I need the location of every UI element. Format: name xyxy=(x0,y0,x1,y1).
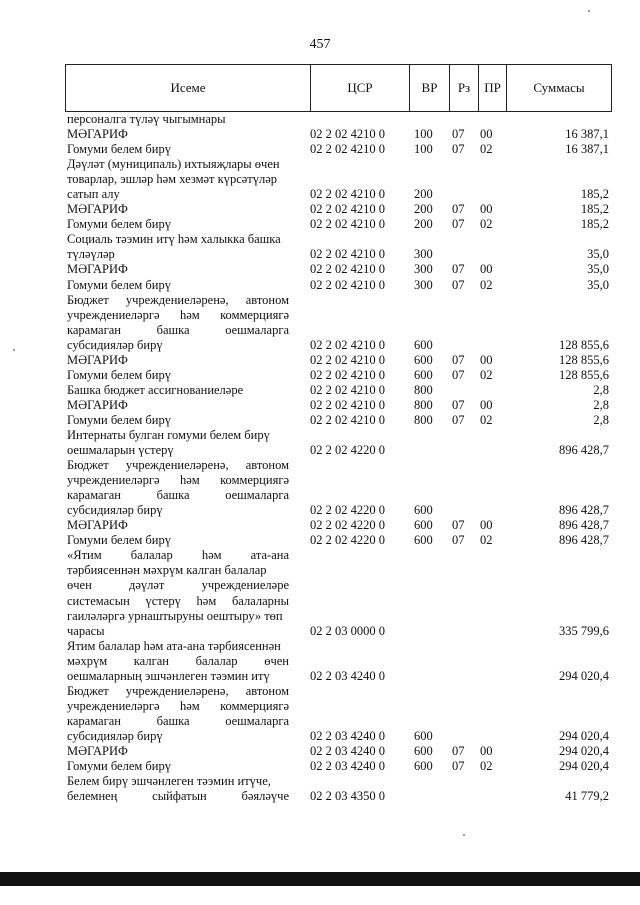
page-number: 457 xyxy=(309,37,331,52)
cell-name: Гомуми белем бирү xyxy=(67,412,171,427)
cell-name: Башка бюджет ассигнованиеләре xyxy=(67,382,244,397)
cell-name: Гомуми белем бирү xyxy=(67,277,171,292)
cell-name: сатып алу xyxy=(67,187,120,202)
cell-name: Бюджет учреждениеләренә, автоном xyxy=(67,458,289,473)
cell-name: мәхрүм калган балалар өчен xyxy=(67,653,289,668)
cell-rz: 07 xyxy=(452,743,465,758)
cell-vr: 600 xyxy=(414,743,433,758)
cell-vr: 800 xyxy=(414,412,433,427)
table-row xyxy=(0,172,640,187)
cell-csr: 02 2 02 4210 0 xyxy=(310,367,385,382)
cell-pr: 02 xyxy=(480,533,493,548)
table-row xyxy=(0,759,640,774)
table-row xyxy=(0,398,640,413)
cell-vr: 800 xyxy=(414,382,433,397)
table-row xyxy=(0,774,640,789)
cell-sum: 294 020,4 xyxy=(559,728,609,743)
cell-vr: 300 xyxy=(414,247,433,262)
cell-csr: 02 2 02 4210 0 xyxy=(310,247,385,262)
cell-name: Гомуми белем бирү xyxy=(67,367,171,382)
table-row xyxy=(0,563,640,578)
cell-name: субсидияләр бирү xyxy=(67,728,163,743)
table-row xyxy=(0,533,640,548)
cell-rz: 07 xyxy=(452,412,465,427)
cell-sum: 185,2 xyxy=(580,202,609,217)
cell-name: Ятим балалар һәм ата-ана тәрбиясеннән xyxy=(67,638,281,653)
cell-csr: 02 2 03 4350 0 xyxy=(310,789,385,804)
cell-sum: 2,8 xyxy=(593,382,609,397)
cell-name: МӘГАРИФ xyxy=(67,202,128,217)
cell-sum: 41 779,2 xyxy=(565,789,609,804)
table-row xyxy=(0,383,640,398)
cell-csr: 02 2 02 4210 0 xyxy=(310,277,385,292)
cell-name: «Ятим балалар һәм ата-ана xyxy=(67,548,289,563)
cell-name: Бюджет учреждениеләренә, автоном xyxy=(67,292,289,307)
header-rz: Рз xyxy=(449,65,478,111)
cell-csr: 02 2 02 4210 0 xyxy=(310,217,385,232)
cell-vr: 600 xyxy=(414,759,433,774)
cell-name: Интернаты булган гомуми белем бирү xyxy=(67,427,270,442)
table-row xyxy=(0,548,640,563)
table-row xyxy=(0,789,640,804)
scan-speck xyxy=(588,10,590,12)
cell-name: Белем бирү эшчәнлеген тәэмин итүче, xyxy=(67,774,271,789)
cell-rz: 07 xyxy=(452,518,465,533)
cell-csr: 02 2 02 4210 0 xyxy=(310,382,385,397)
table-row xyxy=(0,699,640,714)
cell-name: өчен дәүләт учреждениеләре xyxy=(67,578,289,593)
cell-vr: 600 xyxy=(414,518,433,533)
table-row xyxy=(0,112,640,127)
cell-vr: 300 xyxy=(414,262,433,277)
cell-rz: 07 xyxy=(452,759,465,774)
cell-sum: 35,0 xyxy=(587,277,609,292)
cell-vr: 200 xyxy=(414,217,433,232)
header-name: Исеме xyxy=(170,80,206,95)
table-row xyxy=(0,669,640,684)
cell-name: Гомуми белем бирү xyxy=(67,217,171,232)
cell-rz: 07 xyxy=(452,352,465,367)
cell-vr: 800 xyxy=(414,397,433,412)
cell-rz: 07 xyxy=(452,533,465,548)
cell-name: системасын үстерү һәм балаларны xyxy=(67,593,289,608)
cell-vr: 200 xyxy=(414,187,433,202)
cell-sum: 35,0 xyxy=(587,262,609,277)
cell-name: субсидияләр бирү xyxy=(67,503,163,518)
cell-sum: 294 020,4 xyxy=(559,743,609,758)
cell-csr: 02 2 03 4240 0 xyxy=(310,743,385,758)
cell-name: товарлар, эшләр һәм хезмәт күрсәтүләр xyxy=(67,172,278,187)
header-sum: Суммасы xyxy=(506,65,611,111)
cell-sum: 185,2 xyxy=(580,217,609,232)
cell-csr: 02 2 02 4210 0 xyxy=(310,412,385,427)
cell-rz: 07 xyxy=(452,277,465,292)
cell-csr: 02 2 02 4210 0 xyxy=(310,127,385,142)
cell-csr: 02 2 03 0000 0 xyxy=(310,623,385,638)
table-row xyxy=(0,262,640,277)
cell-sum: 335 799,6 xyxy=(559,623,609,638)
table-row xyxy=(0,202,640,217)
cell-pr: 02 xyxy=(480,277,493,292)
cell-rz: 07 xyxy=(452,397,465,412)
header-csr: ЦСР xyxy=(310,65,409,111)
cell-name: МӘГАРИФ xyxy=(67,262,128,277)
cell-sum: 128 855,6 xyxy=(559,352,609,367)
cell-name: учреждениеләргә һәм коммерциягә xyxy=(67,307,289,322)
table-row xyxy=(0,323,640,338)
cell-name: МӘГАРИФ xyxy=(67,127,128,142)
cell-rz: 07 xyxy=(452,217,465,232)
cell-pr: 00 xyxy=(480,262,493,277)
table-row xyxy=(0,308,640,323)
cell-name: карамаган башка оешмаларга xyxy=(67,488,289,503)
table-row xyxy=(0,488,640,503)
cell-csr: 02 2 02 4220 0 xyxy=(310,533,385,548)
cell-pr: 02 xyxy=(480,217,493,232)
cell-name: белемнең сыйфатын бәяләүче xyxy=(67,789,289,804)
table-row xyxy=(0,428,640,443)
table-row xyxy=(0,127,640,142)
cell-csr: 02 2 03 4240 0 xyxy=(310,728,385,743)
cell-pr: 00 xyxy=(480,202,493,217)
cell-name: МӘГАРИФ xyxy=(67,352,128,367)
cell-name: карамаган башка оешмаларга xyxy=(67,713,289,728)
cell-sum: 16 387,1 xyxy=(565,142,609,157)
cell-sum: 2,8 xyxy=(593,412,609,427)
cell-name: Гомуми белем бирү xyxy=(67,533,171,548)
cell-vr: 600 xyxy=(414,533,433,548)
cell-csr: 02 2 02 4210 0 xyxy=(310,262,385,277)
table-row xyxy=(0,353,640,368)
table-row xyxy=(0,744,640,759)
cell-csr: 02 2 02 4210 0 xyxy=(310,352,385,367)
cell-name: МӘГАРИФ xyxy=(67,518,128,533)
cell-name: МӘГАРИФ xyxy=(67,743,128,758)
cell-pr: 02 xyxy=(480,367,493,382)
cell-name: чарасы xyxy=(67,623,105,638)
cell-pr: 00 xyxy=(480,397,493,412)
table-row xyxy=(0,654,640,669)
cell-sum: 128 855,6 xyxy=(559,337,609,352)
table-row xyxy=(0,473,640,488)
cell-vr: 600 xyxy=(414,367,433,382)
table-row xyxy=(0,247,640,262)
cell-pr: 00 xyxy=(480,352,493,367)
cell-vr: 200 xyxy=(414,202,433,217)
cell-vr: 600 xyxy=(414,728,433,743)
scan-speck xyxy=(13,349,15,351)
cell-csr: 02 2 02 4220 0 xyxy=(310,443,385,458)
cell-name: Гомуми белем бирү xyxy=(67,142,171,157)
cell-csr: 02 2 02 4210 0 xyxy=(310,337,385,352)
cell-csr: 02 2 03 4240 0 xyxy=(310,759,385,774)
cell-name: МӘГАРИФ xyxy=(67,397,128,412)
table-row xyxy=(0,413,640,428)
table-row xyxy=(0,714,640,729)
cell-sum: 294 020,4 xyxy=(559,759,609,774)
table-row xyxy=(0,217,640,232)
cell-name: түләүләр xyxy=(67,247,115,262)
header-vr: ВР xyxy=(409,65,449,111)
cell-csr: 02 2 02 4220 0 xyxy=(310,518,385,533)
cell-csr: 02 2 02 4210 0 xyxy=(310,187,385,202)
cell-csr: 02 2 02 4210 0 xyxy=(310,202,385,217)
table-row xyxy=(0,293,640,308)
cell-vr: 600 xyxy=(414,503,433,518)
cell-sum: 896 428,7 xyxy=(559,533,609,548)
cell-rz: 07 xyxy=(452,262,465,277)
cell-rz: 07 xyxy=(452,142,465,157)
cell-pr: 00 xyxy=(480,518,493,533)
table-row xyxy=(0,142,640,157)
cell-pr: 02 xyxy=(480,412,493,427)
cell-sum: 128 855,6 xyxy=(559,367,609,382)
table-row xyxy=(0,639,640,654)
cell-rz: 07 xyxy=(452,202,465,217)
table-header xyxy=(65,64,612,112)
cell-pr: 02 xyxy=(480,759,493,774)
cell-rz: 07 xyxy=(452,367,465,382)
scan-border-bar xyxy=(0,872,640,886)
cell-csr: 02 2 02 4220 0 xyxy=(310,503,385,518)
cell-name: Дәүләт (муниципаль) ихтыяҗлары өчен xyxy=(67,157,280,172)
cell-name: Бюджет учреждениеләренә, автоном xyxy=(67,683,289,698)
cell-name: учреждениеләргә һәм коммерциягә xyxy=(67,473,289,488)
table-row xyxy=(0,368,640,383)
cell-name: тәрбиясеннән мәхрүм калган балалар xyxy=(67,563,267,578)
cell-name: Гомуми белем бирү xyxy=(67,759,171,774)
table-row xyxy=(0,458,640,473)
cell-sum: 294 020,4 xyxy=(559,668,609,683)
cell-name: оешмаларын үстерү xyxy=(67,443,174,458)
table-row xyxy=(0,503,640,518)
table-row xyxy=(0,518,640,533)
cell-sum: 896 428,7 xyxy=(559,503,609,518)
cell-name: Социаль тәэмин итү һәм халыкка башка xyxy=(67,232,281,247)
cell-vr: 100 xyxy=(414,127,433,142)
cell-name: субсидияләр бирү xyxy=(67,337,163,352)
scan-speck xyxy=(463,834,465,836)
table-row xyxy=(0,624,640,639)
table-row xyxy=(0,338,640,353)
cell-sum: 185,2 xyxy=(580,187,609,202)
cell-vr: 100 xyxy=(414,142,433,157)
table-row xyxy=(0,278,640,293)
table-row xyxy=(0,578,640,593)
table-row xyxy=(0,232,640,247)
cell-name: учреждениеләргә һәм коммерциягә xyxy=(67,698,289,713)
cell-name: оешмаларның эшчәнлеген тәэмин итү xyxy=(67,668,270,683)
cell-pr: 02 xyxy=(480,142,493,157)
cell-pr: 00 xyxy=(480,127,493,142)
cell-name: карамаган башка оешмаларга xyxy=(67,322,289,337)
cell-name: персоналга түләү чыгымнары xyxy=(67,112,226,126)
cell-csr: 02 2 02 4210 0 xyxy=(310,397,385,412)
cell-vr: 600 xyxy=(414,337,433,352)
cell-sum: 896 428,7 xyxy=(559,443,609,458)
table-row xyxy=(0,157,640,172)
cell-pr: 00 xyxy=(480,743,493,758)
cell-sum: 2,8 xyxy=(593,397,609,412)
cell-rz: 07 xyxy=(452,127,465,142)
cell-sum: 896 428,7 xyxy=(559,518,609,533)
cell-sum: 16 387,1 xyxy=(565,127,609,142)
table-row xyxy=(0,729,640,744)
cell-name: гаиләләргә урнаштыруны оештыру» төп xyxy=(67,608,283,623)
header-pr: ПР xyxy=(478,65,506,111)
cell-csr: 02 2 03 4240 0 xyxy=(310,668,385,683)
table-row xyxy=(0,684,640,699)
table-row xyxy=(0,594,640,609)
table-row xyxy=(0,187,640,202)
table-row xyxy=(0,443,640,458)
table-body xyxy=(0,112,640,804)
cell-vr: 300 xyxy=(414,277,433,292)
table-row xyxy=(0,609,640,624)
cell-sum: 35,0 xyxy=(587,247,609,262)
cell-vr: 600 xyxy=(414,352,433,367)
cell-csr: 02 2 02 4210 0 xyxy=(310,142,385,157)
